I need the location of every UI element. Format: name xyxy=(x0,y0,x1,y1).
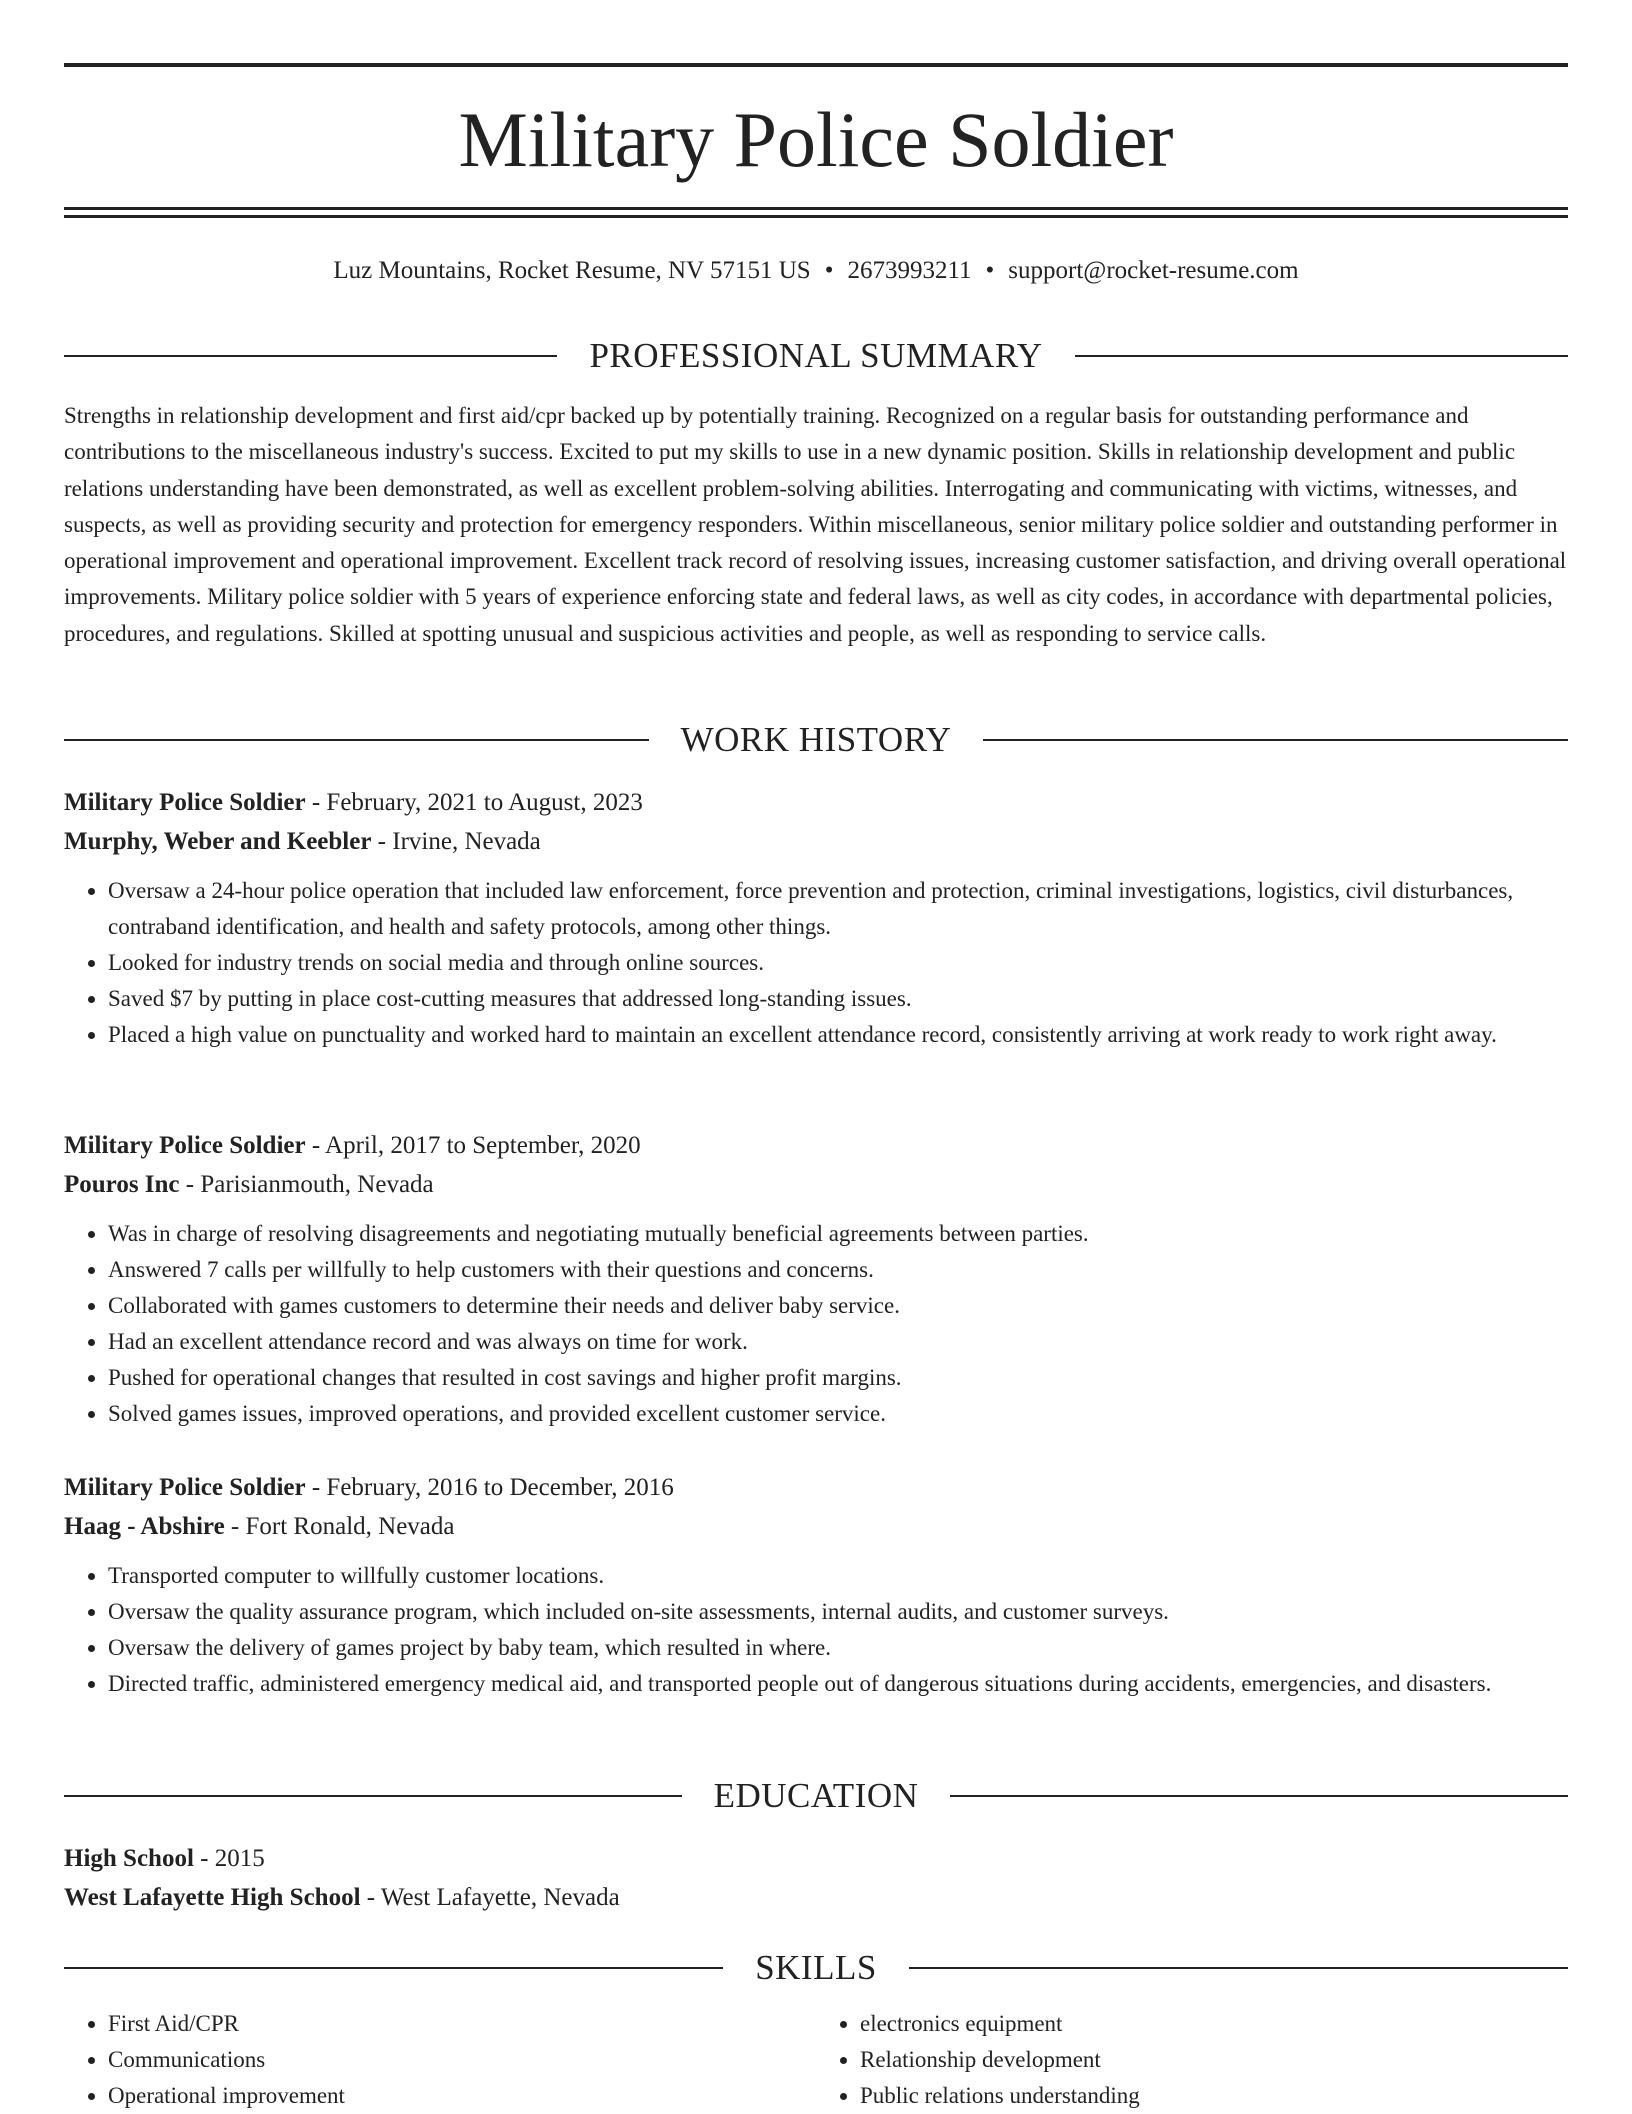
job-location: - Parisianmouth, Nevada xyxy=(179,1171,434,1198)
job-bullet: • Looked for industry trends on social media and through online sources. xyxy=(108,945,1568,981)
skill-item: • Relationship development xyxy=(860,2042,1568,2078)
skills-column-left xyxy=(64,2006,816,2114)
job-bullets xyxy=(64,873,1568,1053)
job-bullet: • Was in charge of resolving disagreements and negotiating mutually beneficial agreements between parties. xyxy=(108,1216,1568,1252)
job-bullet: • Saved $7 by putting in place cost-cutting measures that addressed long-standing issues. xyxy=(108,981,1568,1017)
skill-item: • electronics equipment xyxy=(860,2006,1568,2042)
skills-list xyxy=(64,2006,1568,2114)
job-company: Murphy, Weber and Keebler xyxy=(64,828,372,855)
contact-separator: • xyxy=(985,257,995,284)
job-bullets xyxy=(64,1216,1568,1432)
job-bullets xyxy=(64,1558,1568,1702)
job-bullet: • Transported computer to willfully customer locations. xyxy=(108,1558,1568,1594)
heading-rule xyxy=(1075,355,1568,357)
education-school: West Lafayette High School xyxy=(64,1884,361,1911)
summary-text: Strengths in relationship development and first aid/cpr backed up by potentially training. Recognized on a regular basis for outstanding performance and contributions to the miscellaneous industry's success. Excited to put my skills to use in a new dynamic position. Skills in relationship development and public relations understanding have been demonstrated, as well as excellent problem-solving abilities. Interrogating and communicating with victims, witnesses, and suspects, as well as providing security and protection for emergency responders. Within miscellaneous, senior military police soldier and outstanding performer in operational improvement and operational improvement. Excellent track record of resolving issues, increasing customer satisfaction, and driving overall operational improvements. Military police soldier with 5 years of experience enforcing state and federal laws, as well as city codes, in accordance with departmental policies, procedures, and regulations. Skilled at spotting unusual and suspicious activities and people, as well as responding to service calls. xyxy=(64,403,1567,646)
title-double-rule-lower xyxy=(64,215,1568,218)
skill-item: • First Aid/CPR xyxy=(108,2006,816,2042)
education-degree: High School xyxy=(64,1845,194,1872)
job-bullet: • Answered 7 calls per willfully to help customers with their questions and concerns. xyxy=(108,1252,1568,1288)
job-entry xyxy=(64,1126,1568,1432)
contact-phone: 2673993211 xyxy=(847,257,972,284)
job-company: Haag - Abshire xyxy=(64,1513,225,1540)
heading-rule xyxy=(950,1795,1568,1797)
job-location: - Irvine, Nevada xyxy=(371,828,541,855)
work-history-heading xyxy=(64,718,1568,762)
heading-rule xyxy=(64,1967,723,1969)
job-bullet: • Placed a high value on punctuality and worked hard to maintain an excellent attendance record, consistently arriving at work ready to work right away. xyxy=(108,1017,1568,1053)
job-bullet: • Solved games issues, improved operations, and provided excellent customer service. xyxy=(108,1396,1568,1432)
job-title: Military Police Soldier xyxy=(64,1474,306,1501)
education-year: - 2015 xyxy=(193,1845,265,1872)
job-bullet: • Oversaw a 24-hour police operation that included law enforcement, force prevention and protection, criminal investigations, logistics, civil disturbances, contraband identification, and health and safety protocols, among other things. xyxy=(108,873,1568,945)
job-dates: - February, 2021 to August, 2023 xyxy=(305,789,643,816)
heading-rule xyxy=(64,739,649,741)
job-title-line xyxy=(64,1468,1568,1507)
job-location: - Fort Ronald, Nevada xyxy=(224,1513,455,1540)
job-bullet: • Collaborated with games customers to determine their needs and deliver baby service. xyxy=(108,1288,1568,1324)
education-entry xyxy=(64,1839,1568,1917)
job-dates: - April, 2017 to September, 2020 xyxy=(305,1132,641,1159)
heading-rule xyxy=(909,1967,1568,1969)
heading-rule xyxy=(64,355,557,357)
job-bullet: • Oversaw the delivery of games project by baby team, which resulted in where. xyxy=(108,1630,1568,1666)
top-rule xyxy=(64,63,1568,67)
job-bullet: • Directed traffic, administered emergency medical aid, and transported people out of dangerous situations during accidents, emergencies, and disasters. xyxy=(108,1666,1568,1702)
job-title: Military Police Soldier xyxy=(64,1132,306,1159)
education-degree-line xyxy=(64,1839,1568,1878)
title-double-rule-upper xyxy=(64,207,1568,210)
job-company: Pouros Inc xyxy=(64,1171,180,1198)
job-bullet: • Pushed for operational changes that resulted in cost savings and higher profit margins. xyxy=(108,1360,1568,1396)
education-heading-label: EDUCATION xyxy=(713,1776,919,1815)
job-bullet: • Had an excellent attendance record and was always on time for work. xyxy=(108,1324,1568,1360)
summary-heading-label: PROFESSIONAL SUMMARY xyxy=(589,336,1043,375)
job-entry xyxy=(64,783,1568,1053)
skill-item: • Operational improvement xyxy=(108,2078,816,2114)
contact-line xyxy=(64,254,1568,288)
job-title-line xyxy=(64,1126,1568,1165)
education-location: - West Lafayette, Nevada xyxy=(360,1884,620,1911)
skills-column-right xyxy=(816,2006,1568,2114)
skills-heading-label: SKILLS xyxy=(755,1948,877,1987)
contact-separator: • xyxy=(824,257,834,284)
summary-heading xyxy=(64,334,1568,378)
contact-email: support@rocket-resume.com xyxy=(1008,257,1299,284)
skill-item: • Communications xyxy=(108,2042,816,2078)
work-history-heading-label: WORK HISTORY xyxy=(680,720,952,759)
education-heading xyxy=(64,1774,1568,1818)
skills-heading xyxy=(64,1946,1568,1990)
heading-rule xyxy=(983,739,1568,741)
heading-rule xyxy=(64,1795,682,1797)
resume-title: Military Police Soldier xyxy=(458,96,1174,183)
job-title: Military Police Soldier xyxy=(64,789,306,816)
job-company-line xyxy=(64,822,1568,861)
skill-item: • Public relations understanding xyxy=(860,2078,1568,2114)
job-company-line xyxy=(64,1165,1568,1204)
job-entry xyxy=(64,1468,1568,1702)
contact-address: Luz Mountains, Rocket Resume, NV 57151 US xyxy=(333,257,811,284)
job-dates: - February, 2016 to December, 2016 xyxy=(305,1474,674,1501)
education-school-line xyxy=(64,1878,1568,1917)
job-bullet: • Oversaw the quality assurance program, which included on-site assessments, internal audits, and customer surveys. xyxy=(108,1594,1568,1630)
job-title-line xyxy=(64,783,1568,822)
job-company-line xyxy=(64,1507,1568,1546)
